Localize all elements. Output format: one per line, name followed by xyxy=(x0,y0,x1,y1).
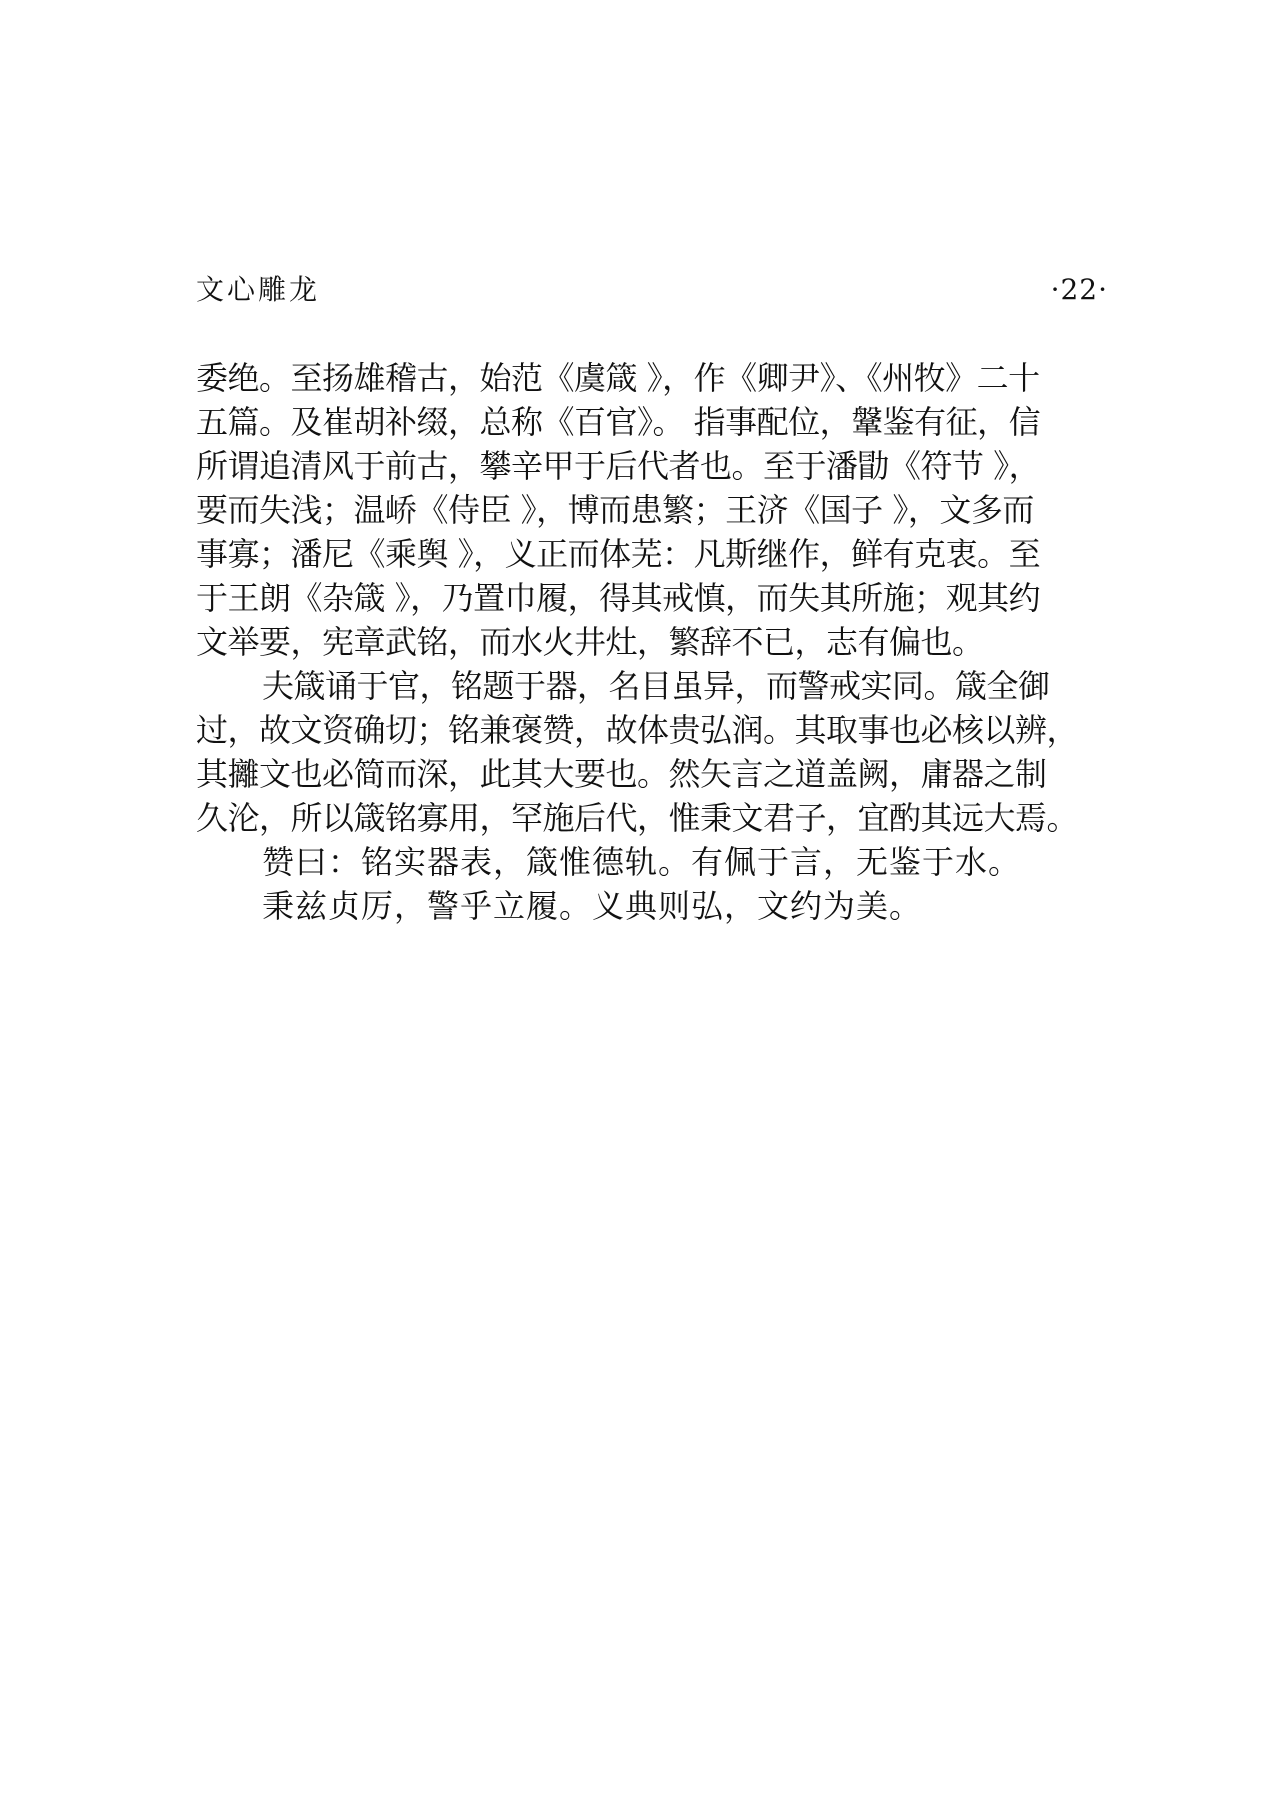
paragraph-start-line: 夫箴诵于官，铭题于器，名目虽异，而警戒实同。箴全御 xyxy=(262,667,1050,705)
text-line: 要而失浅；温峤《侍臣 》，博而患繁；王济《国子 》，文多而 xyxy=(196,491,1034,529)
text-line: 其攡文也必简而深，此其大要也。然矢言之道盖阙，庸器之制 xyxy=(196,755,1047,793)
text-line: 委绝。至扬雄稽古，始范《虞箴 》，作《卿尹》、《州牧》二十 xyxy=(196,359,1040,397)
text-line: 文举要，宪章武铭，而水火井灶，繁辞不已，志有偏也。 xyxy=(196,623,984,661)
text-line: 于王朗《杂箴 》，乃置巾履，得其戒慎，而失其所施；观其约 xyxy=(196,579,1041,617)
text-line: 五篇。及崔胡补缀，总称《百官》。 指事配位，鞶鉴有征，信 xyxy=(196,403,1041,441)
verse-line: 秉兹贞厉，警乎立履。义典则弘，文约为美。 xyxy=(262,887,923,925)
body-text xyxy=(196,356,1116,928)
book-title: 文心雕龙 xyxy=(196,273,321,306)
text-line: 事寡；潘尼《乘舆 》，义正而体芜：凡斯继作，鲜有克衷。至 xyxy=(196,535,1041,573)
text-line: 所谓追清风于前古，攀辛甲于后代者也。至于潘勖《符节 》， xyxy=(196,447,1041,485)
text-line: 久沦，所以箴铭寡用，罕施后代，惟秉文君子，宜酌其远大焉。 xyxy=(196,799,1079,837)
verse-line: 赞曰：铭实器表，箴惟德轨。有佩于言，无鉴于水。 xyxy=(262,843,1022,881)
page-number: ·22· xyxy=(1050,273,1108,306)
text-line: 过，故文资确切；铭兼褒赞，故体贵弘润。其取事也必核以辨， xyxy=(196,711,1079,749)
page-header xyxy=(196,270,1108,310)
